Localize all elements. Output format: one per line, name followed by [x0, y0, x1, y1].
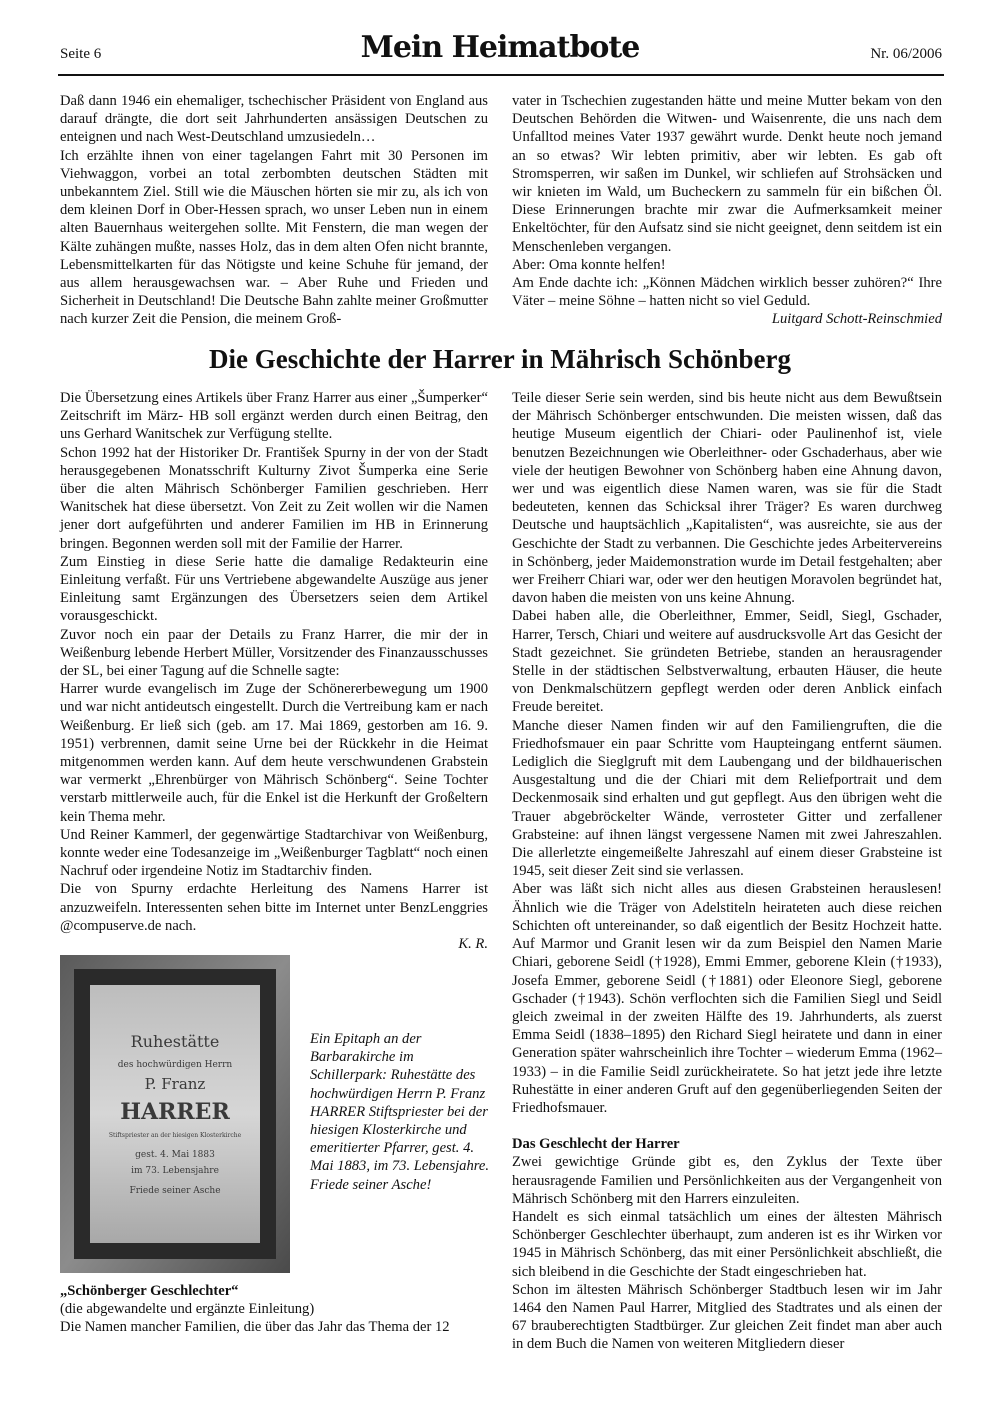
masthead-logo: Mein Heimatbote [360, 30, 640, 65]
inscription-line: des hochwürdigen Herrn [117, 1060, 233, 1070]
paragraph: Dabei haben alle, die Oberleithner, Emmer, Seidl, Siegl, Gschader, Harrer, Tersch, Chiari und weitere auf ausdrucksvolle Art das Gesicht der Stadt gezeichnet. Sie gründeten Betriebe, standen an herausragender Stelle in der städtischen Selbstverwaltung, erbauten Häuser, die heute von Denkmalschützern gepflegt werden oder deren Anblick einfach Freude bereitet. [512, 608, 942, 716]
paragraph: Aber: Oma konnte helfen! [512, 256, 666, 273]
paragraph: Handelt es sich einmal tatsächlich um eines der ältesten Mährisch Schönberger Geschlechter überhaupt, zum anderen ist es ihr Wirken vor 1945 in Mährisch Schönberg, das mit einer Persönlichkeit abschließt, die sich bleibend in die Geschichte der Stadt eingeschrieben hat. [512, 1208, 942, 1280]
intro-section [60, 1282, 488, 1337]
subheading: Das Geschlecht der Harrer [512, 1136, 680, 1153]
inscription-line: HARRER [120, 1099, 230, 1125]
subheading: „Schönberger Geschlechter“ [60, 1283, 239, 1299]
page-number: Seite 6 [60, 46, 102, 62]
paragraph: Am Ende dachte ich: „Können Mädchen wirklich besser zuhören?“ Ihre Väter – meine Söhne – hatten nicht so viel Geduld. [512, 275, 942, 310]
paragraph: Schon im ältesten Mährisch Schönberger Stadtbuch lesen wir im Jahr 1464 den Namen Paul Harrer, Mitglied des Stadtrates und als einen der 67 brauberechtigten Stadtbürger. Zur gleichen Zeit findet man aber auch in dem Buch die Namen von weiteren Mitgliedern dieser [512, 1281, 942, 1353]
paragraph: Daß dann 1946 ein ehemaliger, tschechischer Präsident von England aus darauf drängte, die dort seit Jahrhunderten ansässigen Deutschen zu enteignen und nach West-Deutschland umzusiedeln… [60, 93, 488, 146]
paragraph: Harrer wurde evangelisch im Zuge der Schönererbewegung um 1900 und war nicht antideutsch eingestellt. Durch die Vertreibung kam er nach Weißenburg. Er ließ sich (geb. am 17. Mai 1869, gestorben am 16. 9. 1951) verbrennen, damit seine Urne bei der Rückkehr in die Heimat mitgenommen werden kann. Auf dem heute verschwundenen Grabstein war vermerkt „Ehrenbürger von Mährisch Schönberg“. Seine Tochter verstarb mittlerweile auch, für die Enkel ist die Herkunft der Großeltern kein Thema mehr. [60, 681, 488, 825]
article-column-right [512, 389, 942, 1354]
article-title: Die Geschichte der Harrer in Mährisch Schönberg [209, 344, 791, 374]
paragraph: Ich erzählte ihnen von einer tagelangen Fahrt mit 30 Personen im Viehwaggon, vorbei an total zerbombten deutschen Städten mit unbekanntem Ziel. Still wie die Mäuschen hörten sie mir zu, als ich von dem kleinen Dorf in Ober-Hessen sprach, wo unser Leben nun in einem alten Bauernhaus weitergehen sollte. Mit Fenstern, die man wegen der Kälte zuhängen mußte, nasses Holz, das in dem alten Ofen nicht brannte, Lebensmittelkarten für das Nötigste und keine Schuhe für jemand, der aus allem herausgewachsen war. – Aber Ruhe und Frieden und Sicherheit in Deutschland! Die Deutsche Bahn zahlte meiner Großmutter nach kurzer Zeit die Pension, die meinem Groß- [60, 147, 488, 328]
paragraph: Teile dieser Serie sein werden, sind bis heute nicht aus dem Bewußtsein der Mährisch Schönberger entschwunden. Die meisten wissen, daß das heutige Museum eigentlich der Chiari- oder Paulinenhof ist, viele benutzen Bezeichnungen wie Oberleithner- oder Gschaderhaus, aber wie viele der heutigen Bewohner von Schönberg haben eine Ahnung davon, wer und was eigentlich diese Namen waren, was sie für die Stadt bedeuteten, kennen das Schicksal ihrer Träger? Es waren durchweg Deutsche und hauptsächlich „Kapitalisten“, was ausreichte, sie aus der Geschichte der Stadt zu verbannen. Die Geschichte jedes Arbeitervereins in Schönberg, jeder Maidemonstration wurde im Detail festgehalten; aber wer Freiherr Chiari war, oder wer den heutigen Moravolen begründet hat, davon haben die meisten von uns keine Ahnung. [512, 390, 942, 607]
prev-article-column-right [512, 92, 942, 329]
inscription-line: Ruhestätte [130, 1032, 220, 1051]
epitaph-photo [60, 955, 290, 1273]
author-signature: Luitgard Schott-Reinschmied [771, 311, 942, 328]
paragraph: Die Übersetzung eines Artikels über Franz Harrer aus einer „Šumperker“ Zeitschrift im März- HB soll ergänzt werden durch einen Beitrag, den uns Gerhard Wanitschek zur Verfügung stellte. [60, 390, 488, 443]
issue-number: Nr. 06/2006 [870, 46, 942, 62]
paragraph: vater in Tschechien zugestanden hätte und meine Mutter bekam von den Deutschen Behörden die Witwen- und Waisenrente, die uns nach dem Unfalltod meines Vater 1937 gewährt wurde. Denkt heute noch jemand an so etwas? Wir lebten primitiv, aber wir lebten. Es gab oft Stromsperren, wir saßen im Dunkel, wir schliefen auf Strohsäcken und wir knieten im Wald, um Bucheckern zu sammeln für ein bißchen Öl. Diese Erinnerungen brachte mir zwar die Aufmerksamkeit meiner Enkeltöchter, für den Aufsatz sind sie nicht geeignet, denn seitdem ist ein Menschenleben vergangen. [512, 93, 942, 255]
paragraph: Manche dieser Namen finden wir auf den Familiengruften, die die Friedhofsmauer ein paar Schritte vom Haupteingang entfernt säumen. Lediglich die Sieglgruft mit dem Laubengang und der bildhauerischen Ausgestaltung und die der Chiari mit dem Reliefportrait und dem Deckenmosaik sind erhalten und gut gepflegt. Aus den übrigen weht die Trauer abgebröckelter Wände, verrosteter Gitter und zerfallener Grabsteine: auf ihnen längst vergessene Namen mit zwei Jahreszahlen. Die allerletzte eingemeißelte Jahreszahl auf einem dieser Grabsteine ist 1945, seit dieser Zeit sind sie verlassen. [512, 717, 942, 880]
paragraph: Schon 1992 hat der Historiker Dr. František Spurny in der von der Stadt herausgegebenen Monatsschrift Kulturny Zivot Šumperka eine Serie über die alten Mährisch Schönberger Familien geschrieben. Herr Wanitschek hat diese übersetzt. Von Zeit zu Zeit wollen wir die Namen jener dort aufgeführten und anderer Familien im HB in Erinnerung bringen. Begonnen werden soll mit der Familie der Harrer. [60, 444, 488, 552]
subheading-note: (die abgewandelte und ergänzte Einleitung) [60, 1301, 315, 1318]
inscription-line: gest. 4. Mai 1883 [135, 1150, 215, 1160]
paragraph: Und Reiner Kammerl, der gegenwärtige Stadtarchivar von Weißenburg, konnte weder eine Todesanzeige im „Weißenburger Tagblatt“ noch einen Nachruf oder irgendeine Notiz im Stadtarchiv finden. [60, 826, 488, 880]
article-column-left [60, 389, 488, 953]
paragraph: Zum Einstieg in diese Serie hatte die damalige Redakteurin eine Einleitung verfaßt. Für uns Vertriebene abgewandelte Auszüge aus jener Einleitung samt Ergänzungen des Übersetzers seien dem Artikel vorausgeschickt. [60, 553, 488, 625]
photo-caption: Ein Epitaph an der Barbarakirche im Schillerpark: Ruhestätte des hochwürdigen Herrn P. Franz HARRER Stiftspriester bei der hiesigen Klosterkirche und emeritierter Pfarrer, gest. 4. Mai 1883, im 73. Lebensjahre. Friede seiner Asche! [310, 1031, 490, 1193]
inscription-line: P. Franz [144, 1075, 206, 1093]
paragraph: Zuvor noch ein paar der Details zu Franz Harrer, die mir der in Weißenburg lebende Herbert Müller, Vorsitzender des Finanzausschusses der SL, bei einer Tagung auf die Schnelle sagte: [60, 626, 488, 680]
initials-signature: K. R. [458, 936, 488, 953]
spacer [512, 1117, 942, 1135]
paragraph: Zwei gewichtige Gründe gibt es, den Zyklus der Texte über herausragende Familien und Persönlichkeiten aus der Vergangenheit von Mährisch Schönberg mit den Harrers einzuleiten. [512, 1154, 942, 1207]
inscription-line: Friede seiner Asche [129, 1186, 221, 1196]
paragraph: Die von Spurny erdachte Herleitung des Namens Harrer ist anzuzweifeln. Interessenten sehen bitte im Internet unter BenzLenggries @compuserve.de nach. [60, 881, 488, 934]
epitaph-image [60, 955, 290, 1273]
prev-article-column-left [60, 92, 488, 329]
paragraph: Aber was läßt sich nicht alles aus diesen Grabsteinen herauslesen! Ähnlich wie die Träger von Adelstiteln heirateten auch diese reichen Schichten oft untereinander, so daß eigentlich der Besitz Hochzeit hatte. Auf Marmor und Granit lesen wir da zum Beispiel den Namen Marie Chiari, geborene Seidl (†1928), Emmi Emmer, geborene Klein (†1933), Josefa Emmer, geborene Seidl (†1881) oder Eleonore Siegl, geborene Gschader (†1943). Schön verflochten sich die Familien Siegl und Seidl gleich zweimal in der zweiten Hälfte des 19. Jahrhunderts, als zuerst Emma Seidl (1838–1895) den Richard Siegl heiratete und dann in einer Generation später wahrscheinlich ihre Tochter – wiederum Emma (1962–1933) – in die Familie Seidl zurückheiratete. So hat jetzt jede ihre letzte Ruhestätte in einer anderen Gruft auf den gegenüberliegenden Seiten der Friedhofsmauer. [512, 881, 942, 1116]
inscription-line: Stiftspriester an der hiesigen Klosterkirche [108, 1132, 242, 1139]
inscription-line: im 73. Lebensjahre [131, 1166, 219, 1176]
paragraph: Die Namen mancher Familien, die über das Jahr das Thema der 12 [60, 1319, 450, 1336]
page-header [0, 0, 1000, 80]
header-rule [58, 74, 944, 76]
